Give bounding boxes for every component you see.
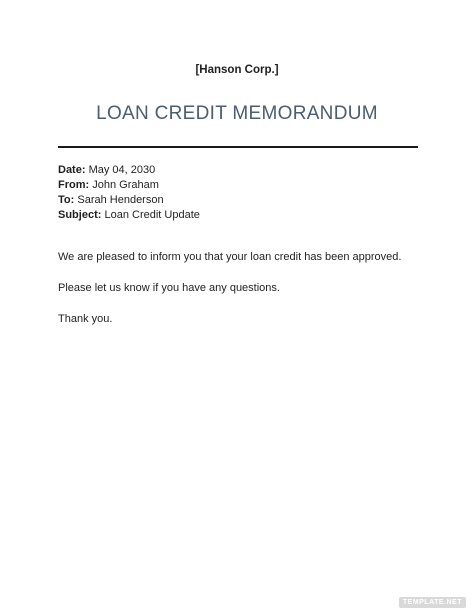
from-row (58, 178, 200, 193)
from-label: From: (58, 179, 90, 191)
from-value: John Graham (92, 179, 159, 191)
to-value: Sarah Henderson (77, 194, 164, 206)
body-paragraph-approval: We are pleased to inform you that your loan credit has been approved. (58, 251, 402, 263)
to-label: To: (58, 194, 75, 206)
memo-meta (58, 163, 200, 223)
body-closing: Thank you. (58, 313, 113, 325)
subject-row (58, 208, 200, 223)
date-value: May 04, 2030 (88, 164, 156, 176)
subject-value: Loan Credit Update (104, 209, 200, 221)
subject-label: Subject: (58, 209, 102, 221)
body-paragraph-questions: Please let us know if you have any questions. (58, 282, 280, 294)
date-row (58, 163, 200, 178)
company-name: [Hanson Corp.] (195, 64, 279, 76)
divider-rule (58, 146, 418, 148)
to-row (58, 193, 200, 208)
date-label: Date: (58, 164, 86, 176)
watermark-logo: TEMPLATE.NET (399, 597, 466, 608)
memo-title: LOAN CREDIT MEMORANDUM (96, 103, 378, 124)
